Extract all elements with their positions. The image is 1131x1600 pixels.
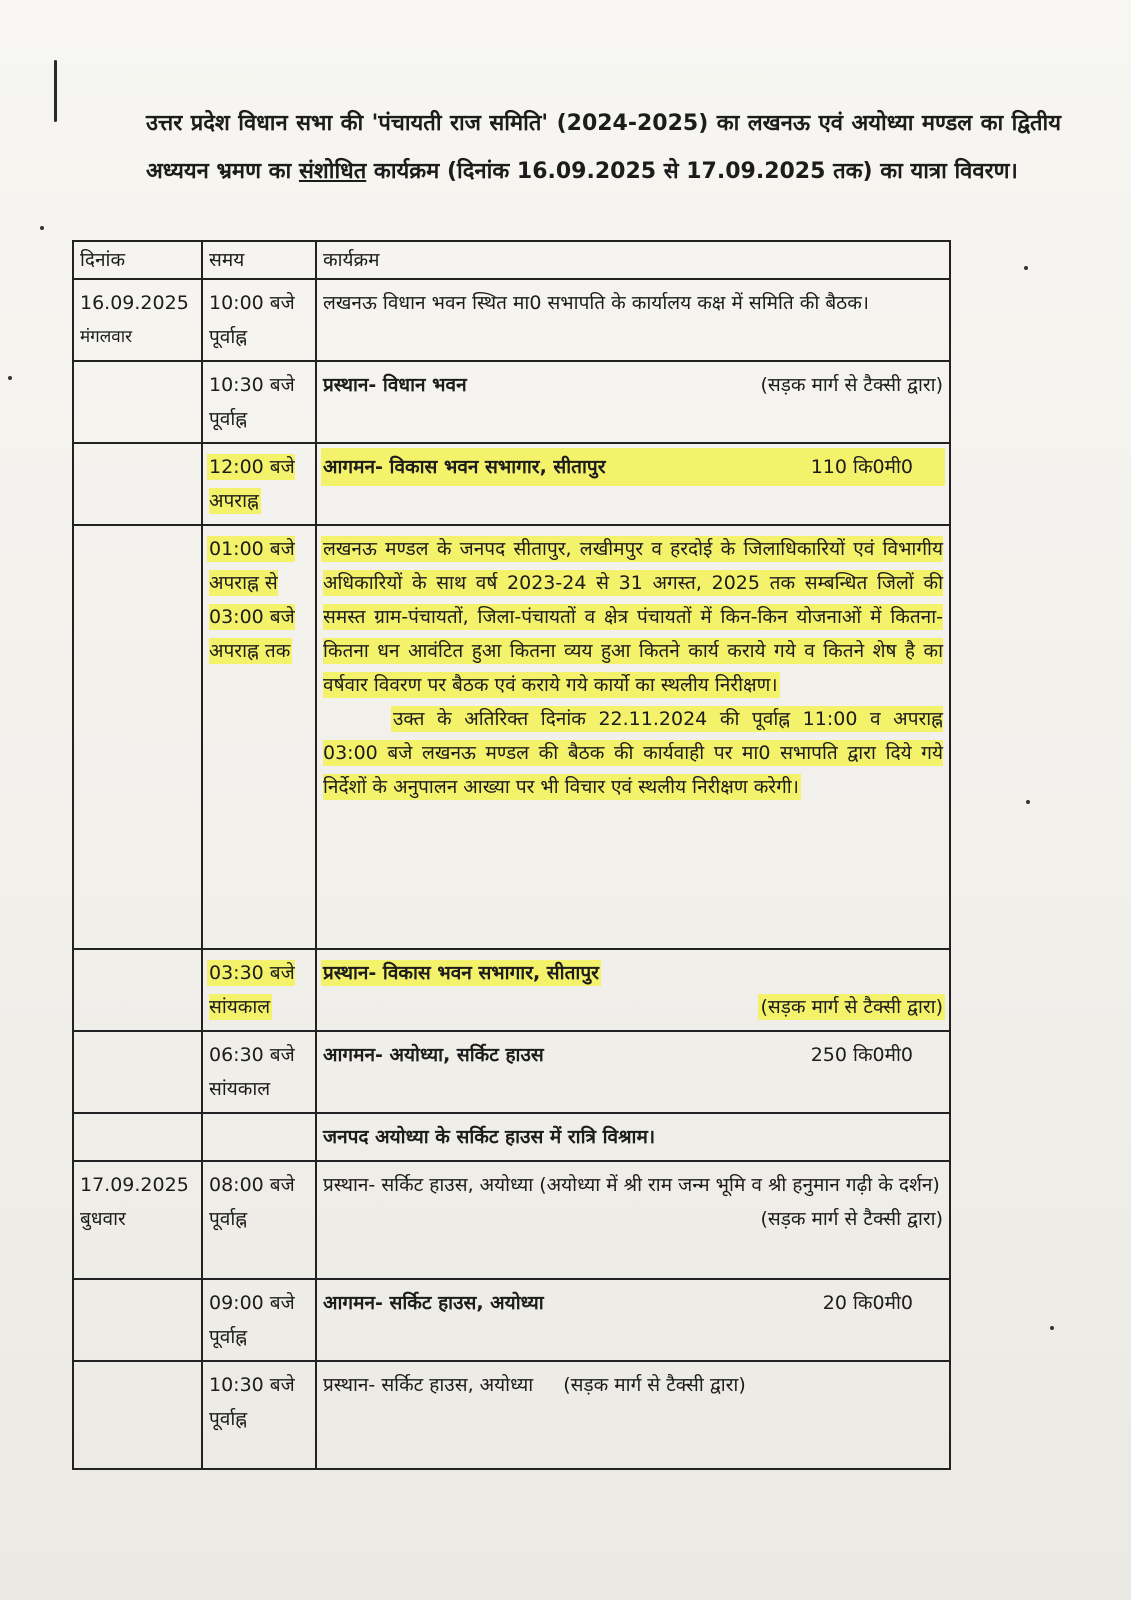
- table-row: [73, 525, 950, 949]
- table-row: [73, 1279, 950, 1361]
- program-cell: [316, 949, 950, 1031]
- time-cell: 08:00 बजे पूर्वाह्न: [202, 1161, 316, 1279]
- program-text: प्रस्थान- विकास भवन सभागार, सीतापुर: [323, 962, 599, 984]
- table-row: [73, 279, 950, 361]
- title-text: उत्तर प्रदेश विधान सभा की 'पंचायती राज समिति' (2024-2025) का लखनऊ एवं अयोध्या मण्डल का द्वितीय अध्ययन भ्रमण का: [146, 111, 1061, 184]
- table-row: [73, 1361, 950, 1469]
- distance-text: 250 कि0मी0: [810, 1044, 913, 1066]
- document-title: [146, 100, 1061, 196]
- distance-text: 110 कि0मी0: [810, 456, 913, 478]
- table-row: [73, 1161, 950, 1279]
- transport-note: (सड़क मार्ग से टैक्सी द्वारा): [760, 996, 943, 1018]
- table-row: [73, 949, 950, 1031]
- date-cell: [73, 1161, 202, 1279]
- date-cell: [73, 525, 202, 949]
- program-cell: [316, 1361, 950, 1469]
- margin-mark: [54, 60, 57, 122]
- table-header-row: [73, 241, 950, 279]
- program-text: लखनऊ मण्डल के जनपद सीतापुर, लखीमपुर व हरदोई के जिलाधिकारियों एवं विभागीय अधिकारियों के साथ वर्ष 2023-24 से 31 अगस्त, 2025 तक सम्बन्धित जिलों की समस्त ग्राम-पंचायतों, जिला-पंचायतों व क्षेत्र पंचायतों में किन-किन योजनाओं में कितना-कितना धन आवंटित हुआ कितना व्यय हुआ कितने कार्य कराये गये व कितने शेष है का वर्षवार विवरण पर बैठक एवं कराये गये कार्यो का स्थलीय निरीक्षण।: [323, 538, 943, 696]
- scan-speck: [1050, 1326, 1054, 1330]
- program-text-additional: उक्त के अतिरिक्त दिनांक 22.11.2024 की पूर्वाह्न 11:00 व अपराह्न 03:00 बजे लखनऊ मण्डल की बैठक की कार्यवाही पर मा0 सभापति द्वारा दिये गये निर्देशों के अनुपालन आख्या पर भी विचार एवं स्थलीय निरीक्षण करेगी।: [323, 708, 943, 798]
- date-cell: [73, 1113, 202, 1161]
- date-cell: [73, 1031, 202, 1113]
- program-cell: [316, 525, 950, 949]
- title-underlined-word: संशोधित: [298, 159, 367, 184]
- day-text: मंगलवार: [80, 327, 133, 347]
- time-text: 12:00 बजे अपराह्न: [209, 456, 295, 512]
- date-cell: [73, 279, 202, 361]
- date-cell: [73, 443, 202, 525]
- program-text: आगमन- विकास भवन सभागार, सीतापुर: [323, 456, 606, 478]
- date-text: 17.09.2025: [80, 1174, 189, 1196]
- header-date: दिनांक: [73, 241, 202, 279]
- title-text-end: कार्यक्रम (दिनांक 16.09.2025 से 17.09.2025 तक) का यात्रा विवरण।: [373, 159, 1018, 184]
- program-text: प्रस्थान- सर्किट हाउस, अयोध्या (अयोध्या में श्री राम जन्म भूमि व श्री हनुमान गढ़ी के दर्शन): [323, 1174, 940, 1196]
- time-cell: 10:00 बजे पूर्वाह्न: [202, 279, 316, 361]
- date-text: 16.09.2025: [80, 292, 189, 314]
- scan-speck: [1026, 800, 1030, 804]
- program-text: प्रस्थान- सर्किट हाउस, अयोध्या: [323, 1374, 534, 1396]
- scan-speck: [8, 376, 12, 380]
- header-time: समय: [202, 241, 316, 279]
- time-cell: 10:30 बजे पूर्वाह्न: [202, 1361, 316, 1469]
- program-cell: [316, 1161, 950, 1279]
- scan-speck: [1024, 266, 1028, 270]
- date-cell: [73, 1279, 202, 1361]
- program-cell: लखनऊ विधान भवन स्थित मा0 सभापति के कार्यालय कक्ष में समिति की बैठक।: [316, 279, 950, 361]
- table-row: [73, 1031, 950, 1113]
- time-cell: [202, 1113, 316, 1161]
- program-text: प्रस्थान- विधान भवन: [323, 374, 467, 396]
- time-cell: 06:30 बजे सांयकाल: [202, 1031, 316, 1113]
- program-cell: [316, 1279, 950, 1361]
- scan-speck: [40, 226, 44, 230]
- program-text: आगमन- अयोध्या, सर्किट हाउस: [323, 1044, 544, 1066]
- program-cell: जनपद अयोध्या के सर्किट हाउस में रात्रि विश्राम।: [316, 1113, 950, 1161]
- transport-note: (सड़क मार्ग से टैक्सी द्वारा): [563, 1374, 746, 1396]
- date-cell: [73, 361, 202, 443]
- time-cell: [202, 949, 316, 1031]
- time-cell: 09:00 बजे पूर्वाह्न: [202, 1279, 316, 1361]
- time-text: 01:00 बजे अपराह्न से 03:00 बजे अपराह्न तक: [209, 538, 295, 662]
- program-cell: [316, 1031, 950, 1113]
- time-text: 03:30 बजे सांयकाल: [209, 962, 295, 1018]
- itinerary-table: [72, 240, 951, 1470]
- header-program: कार्यक्रम: [316, 241, 950, 279]
- time-cell: 10:30 बजे पूर्वाह्न: [202, 361, 316, 443]
- program-cell: [316, 361, 950, 443]
- time-cell: [202, 525, 316, 949]
- time-cell: [202, 443, 316, 525]
- table-row: [73, 1113, 950, 1161]
- table-row: [73, 361, 950, 443]
- day-text: बुधवार: [80, 1208, 126, 1230]
- program-cell: [316, 443, 950, 525]
- transport-note: (सड़क मार्ग से टैक्सी द्वारा): [760, 1208, 943, 1230]
- table-row: [73, 443, 950, 525]
- transport-note: (सड़क मार्ग से टैक्सी द्वारा): [760, 374, 943, 396]
- distance-text: 20 कि0मी0: [822, 1292, 913, 1314]
- date-cell: [73, 949, 202, 1031]
- date-cell: [73, 1361, 202, 1469]
- program-text: आगमन- सर्किट हाउस, अयोध्या: [323, 1292, 544, 1314]
